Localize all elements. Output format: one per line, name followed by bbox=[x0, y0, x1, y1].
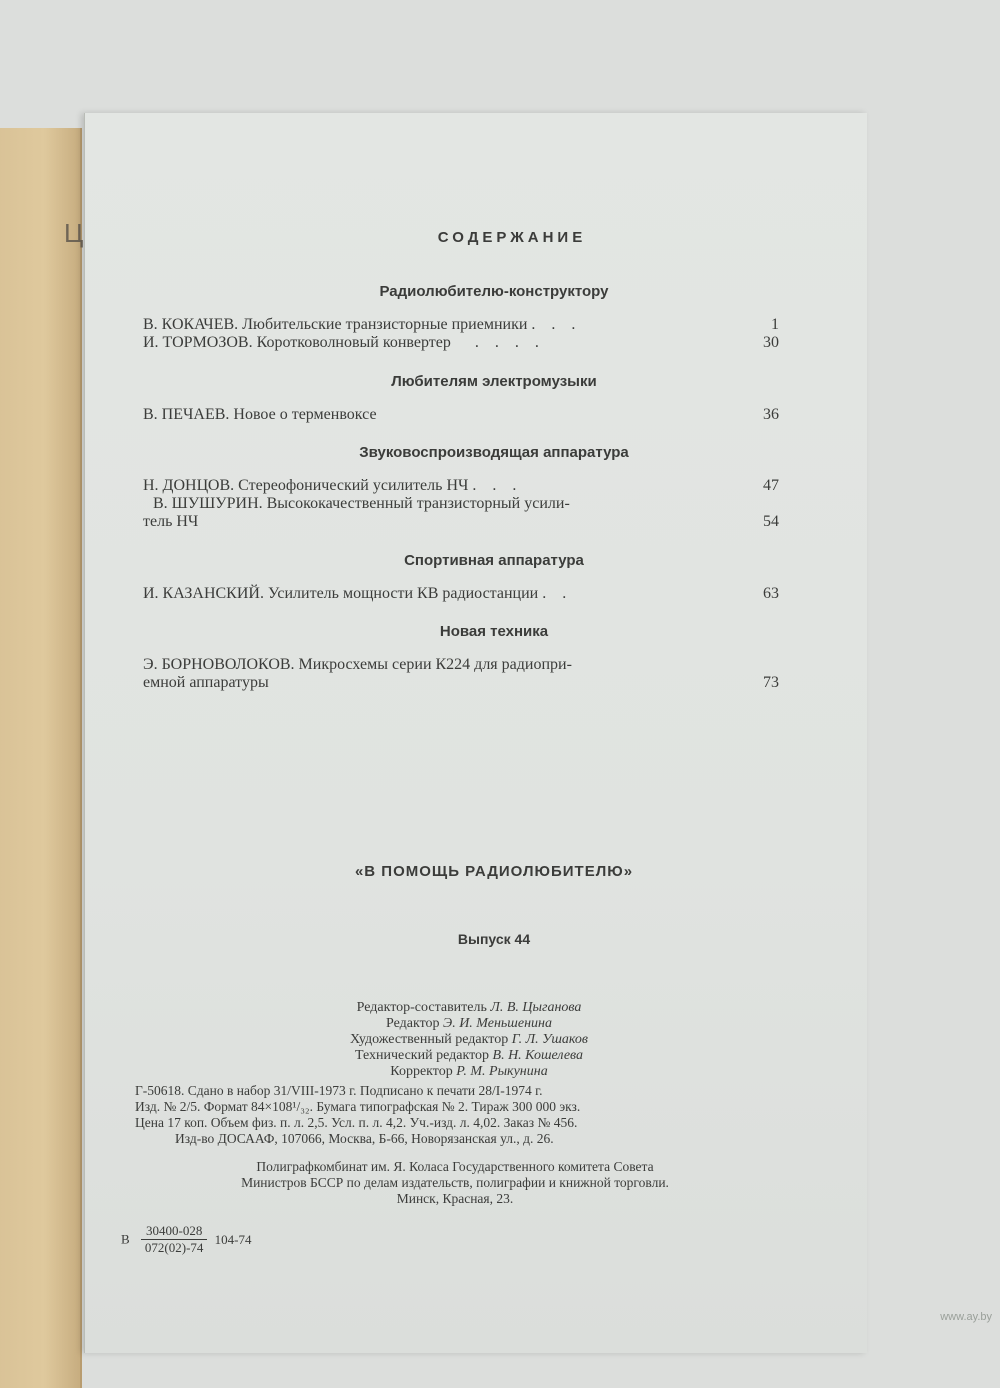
code-suffix: 104-74 bbox=[214, 1231, 252, 1247]
printer-line: Минск, Красная, 23. bbox=[396, 1191, 514, 1206]
category-heading: Новая техника bbox=[439, 623, 549, 640]
toc-entry[interactable] bbox=[143, 406, 779, 424]
entry-title: Новое о терменвоксе bbox=[233, 406, 377, 423]
entry-title: Микросхемы серии К224 для радиопри- bbox=[298, 656, 572, 673]
entry-page-number: 47 bbox=[763, 477, 779, 494]
entry-title: Стереофонический усилитель НЧ bbox=[238, 477, 469, 494]
entry-author: В. КОКАЧЕВ. bbox=[143, 316, 239, 333]
toc-entry[interactable] bbox=[143, 656, 779, 692]
leader-dots: . . . bbox=[472, 477, 523, 494]
contents-title: СОДЕРЖАНИЕ bbox=[437, 229, 587, 246]
credit-line: Редактор-составитель Л. В. Цыганова bbox=[356, 1000, 582, 1015]
leader-dots: . . . . bbox=[474, 334, 545, 351]
credit-line: Редактор Э. И. Меньшенина bbox=[386, 1016, 552, 1031]
entry-title-continued: емной аппаратуры bbox=[143, 674, 269, 691]
entry-page-number: 36 bbox=[763, 406, 779, 423]
previous-page-mark: Ц bbox=[64, 218, 84, 248]
entry-author: Н. ДОНЦОВ. bbox=[143, 477, 235, 494]
series-title: «В ПОМОЩЬ РАДИОЛЮБИТЕЛЮ» bbox=[354, 863, 634, 880]
entry-title: Высококачественный транзисторный усили- bbox=[266, 495, 570, 512]
printer-line: Полиграфкомбинат им. Я. Коласа Государственного комитета Совета bbox=[256, 1159, 654, 1174]
code-fraction bbox=[141, 1223, 208, 1256]
credit-line: Художественный редактор Г. Л. Ушаков bbox=[350, 1032, 588, 1047]
code-letter: В bbox=[121, 1231, 130, 1247]
leader-dots: . . . bbox=[531, 316, 582, 333]
watermark: www.ay.by bbox=[940, 1311, 992, 1323]
imprint-line: Г-50618. Сдано в набор 31/VIII-1973 г. Подписано к печати 28/I-1974 г. bbox=[135, 1083, 543, 1098]
leader-dots: . . bbox=[542, 585, 573, 602]
category-heading: Звуковоспроизводящая аппаратура bbox=[359, 444, 629, 461]
category-heading: Любителям электромузыки bbox=[391, 373, 597, 390]
entry-page-number: 63 bbox=[763, 585, 779, 602]
entry-author: В. ПЕЧАЕВ. bbox=[143, 406, 230, 423]
category-heading: Спортивная аппаратура bbox=[404, 552, 584, 569]
credits-block bbox=[259, 1000, 679, 1080]
credit-line: Корректор Р. М. Рыкунина bbox=[390, 1064, 548, 1079]
entry-author: Э. БОРНОВОЛОКОВ. bbox=[143, 656, 295, 673]
toc-entry[interactable] bbox=[143, 334, 779, 352]
entry-page-number: 54 bbox=[763, 513, 779, 530]
code-denominator: 072(02)-74 bbox=[144, 1240, 204, 1255]
entry-page-number: 73 bbox=[763, 674, 779, 691]
entry-title: Любительские транзисторные приемники bbox=[242, 316, 528, 333]
entry-title-continued: тель НЧ bbox=[143, 513, 199, 530]
entry-author: И. ТОРМОЗОВ. bbox=[143, 334, 253, 351]
imprint-block bbox=[135, 1083, 775, 1147]
credit-line: Технический редактор В. Н. Кошелева bbox=[354, 1048, 584, 1063]
toc-entry[interactable] bbox=[143, 316, 779, 334]
entry-title: Усилитель мощности КВ радиостанции bbox=[267, 585, 539, 602]
entry-author: И. КАЗАНСКИЙ. bbox=[143, 585, 264, 602]
toc-entry[interactable] bbox=[143, 585, 779, 603]
imprint-line: Цена 17 коп. Объем физ. п. л. 2,5. Усл. п. л. 4,2. Уч.-изд. л. 4,02. Заказ № 456. bbox=[135, 1115, 578, 1130]
code-numerator: 30400-028 bbox=[141, 1223, 208, 1240]
catalog-code bbox=[121, 1223, 252, 1256]
entry-author: В. ШУШУРИН. bbox=[153, 495, 263, 512]
toc-entry[interactable] bbox=[143, 477, 779, 495]
entry-page-number: 1 bbox=[771, 316, 779, 333]
category-heading: Радиолюбителю-конструктору bbox=[379, 283, 609, 300]
printer-line: Министров БССР по делам издательств, полиграфии и книжной торговли. bbox=[241, 1175, 669, 1190]
entry-page-number: 30 bbox=[763, 334, 779, 351]
book-page bbox=[84, 113, 867, 1353]
printer-block bbox=[135, 1159, 775, 1207]
toc-entry[interactable] bbox=[143, 495, 779, 531]
imprint-line: Изд. № 2/5. Формат 84×108¹/₃₂. Бумага типографская № 2. Тираж 300 000 экз. bbox=[135, 1099, 581, 1114]
issue-number: Выпуск 44 bbox=[457, 931, 531, 947]
entry-title: Коротковолновый конвертер bbox=[256, 334, 451, 351]
previous-page-edge bbox=[0, 128, 82, 1388]
imprint-line: Изд-во ДОСААФ, 107066, Москва, Б-66, Новорязанская ул., д. 26. bbox=[175, 1131, 554, 1146]
